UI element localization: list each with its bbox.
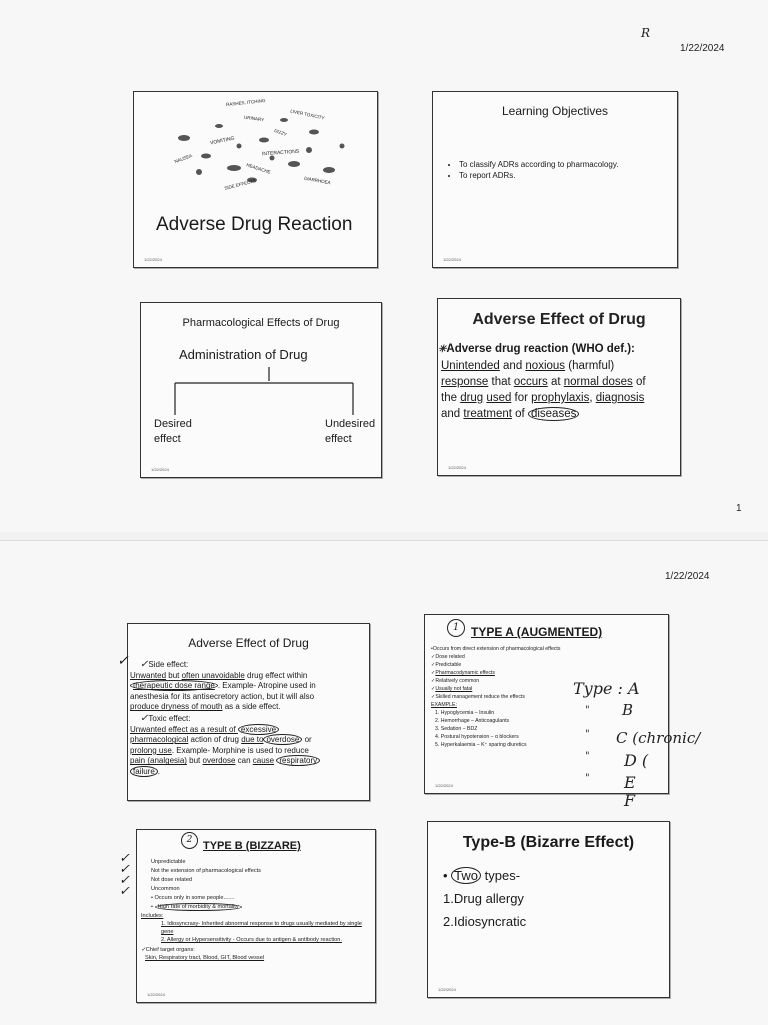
toxic-effect-label [130,714,368,725]
target-organs-list: Skin, Respiratory tract, Blood, GIT, Blood vessel [145,955,265,961]
node-line: effect [325,433,352,445]
list-item: Uncommon [151,886,180,892]
slide-title-text: Adverse Drug Reaction [156,214,353,235]
circled-text: therapeutic dose range [130,680,218,691]
side-effect-label [130,660,368,671]
list-item: ✓Usually not fatal [431,686,473,692]
text-run: action of drug [188,735,242,745]
text-run: drug effect within [244,670,308,680]
text-run: , [589,392,596,404]
item-text: Pharmacodynamic effects [435,670,495,676]
text-run: diagnosis [595,392,645,404]
slide-pharmacological-effects [140,302,382,478]
text-run: and [499,360,526,372]
list-item: Unpredictable [151,859,186,865]
circled-text: diseases [528,407,579,421]
slide-date: 1/22/2024 [443,257,461,262]
slide-heading: Learning Objectives [501,104,609,118]
item-text: Occurs from direct extension of pharmacological effects [432,646,561,652]
definition-line [437,406,678,422]
list-item: • To report ADRs. [459,171,618,180]
text-run: . [157,766,161,776]
includes-label: Includes: [141,913,164,919]
handwritten-note: E [624,773,636,792]
list-item: 2.Idiosyncratic [443,914,527,929]
handwritten-note: D ( [624,751,649,770]
text-run: pain (analgesia) [130,756,187,766]
definition-line [437,374,678,390]
effects-tree-connector [141,303,381,477]
slide-side-toxic-effects [127,623,370,801]
bizarre-types [443,864,526,933]
circled-text: Two [451,867,481,884]
circled-text: respiratory [276,755,320,766]
text-run: prophylaxis [531,392,590,404]
text-run: noxious [525,360,566,372]
list-item: Not dose related [151,877,193,883]
toxic-effect-body [130,725,368,778]
text-run: of [511,408,528,420]
collage-word: DIARRHOEA [303,175,331,186]
handwritten-ditto: " [585,751,590,762]
desired-effect-node [154,417,192,447]
text-run: response [441,376,489,388]
collage-word: RASHES, ITCHING [225,97,266,108]
slide-learning-objectives [432,91,678,268]
target-organs-label [141,946,371,954]
node-line: Desired [154,418,192,430]
slide-title [133,91,378,268]
slide-heading: Adverse Effect of Drug [188,636,309,650]
types-lead: • Two types- [443,868,521,883]
slide-date: 1/22/2024 [144,257,162,262]
label-text: Chief target organs: [145,947,195,953]
text-run: drug [460,392,484,404]
list-item: ✓Pharmacodynamic effects [431,670,495,676]
text-run: Unintended [441,360,500,372]
collage-word: SIDE EFFECTS [223,178,257,191]
list-item: ✓Dose related [431,654,465,660]
text-run: for [511,392,532,404]
word-cloud-collage [164,98,354,196]
list-item: 4. Postural hypotension – α blockers [435,734,519,740]
list-item: 1.Drug allergy [443,891,524,906]
text-run: treatment [463,408,512,420]
handwritten-star-icon: ✳ [438,344,447,355]
handwritten-note: C (chronic/ [616,729,701,747]
circled-text: High rate of morbidity & mortality [155,903,242,911]
type-a-features [431,645,581,749]
circled-text: overdose [263,734,302,745]
list-item: 2. Hemorrhage – Anticoagulants [435,718,510,724]
list-item: ✓Relatively common [431,678,480,684]
text-run: and [441,408,464,420]
slide-date: 1/22/2024 [438,987,456,992]
text-run: normal doses [563,376,633,388]
effects-text [130,660,368,778]
slide-heading: Adverse Effect of Drug [472,311,646,328]
text-run: (harmful) [565,360,615,372]
text-run: the [441,392,461,404]
collage-word: DIZZY [273,127,288,138]
text-run: produce dryness of mouth [130,702,223,712]
item-text: Drug allergy [453,891,524,906]
item-text: Predictable [435,662,462,668]
handwritten-number-circle: 2 [181,832,198,849]
side-effect-body [130,671,368,713]
slide-adverse-effect-who [437,298,681,476]
handwritten-ditto: " [585,773,590,784]
text-run: overdose [202,756,236,766]
type-b-includes [141,912,371,962]
slide-date: 1/22/2024 [435,783,453,788]
text-run: of [632,376,646,388]
handwritten-ditto: " [585,729,590,740]
handwritten-note: F [624,791,636,810]
collage-word: HEADACHE [245,162,272,175]
objectives-list [445,158,618,182]
collage-word: INTERACTIONS [261,148,300,158]
node-line: effect [154,433,181,445]
undesired-effect-node [325,417,375,447]
node-line: Undesired [325,418,376,430]
page-date: 1/22/2024 [665,571,710,582]
handwritten-check-marks: ✓ ✓ ✓ ✓ [119,851,130,899]
list-item: ✓Predictable [431,662,462,668]
who-definition [437,341,678,422]
definition-line [437,390,678,406]
slide-date: 1/22/2024 [151,467,169,472]
circled-text: failure [130,766,158,777]
root-node: Administration of Drug [179,347,308,362]
include-item: 2. Allergy or Hypersensitivity - Occurs due to antigen & antibody reaction. [161,937,342,943]
list-item: 1. Hypoglycemia – Insulin [435,710,495,716]
type-b-features [151,858,371,912]
lead-text: Adverse drug reaction (WHO def.): [446,343,635,355]
text-run: but [166,670,182,680]
list-item: • Occurs only in some people....... [151,895,235,901]
collage-word: LIVER TOXICITY [289,108,325,121]
item-text: Usually not fatal [435,686,473,692]
text-run: at [547,376,564,388]
slide-type-b-bizarre [427,821,670,998]
handwritten-check-icon: ✓ [140,712,149,724]
list-item: Not the extension of pharmacological effects [151,868,261,874]
text-run: cause [252,756,275,766]
text-run: can [235,756,253,766]
list-item: •Occurs from direct extension of pharmacological effects [431,646,561,652]
slide-date: 1/22/2024 [448,465,466,470]
text-run: used [486,392,512,404]
text-run: that [488,376,514,388]
slide-heading: TYPE A (AUGMENTED) [471,625,603,639]
collage-word: NAUSEA [173,152,193,165]
text-run: pharmacological [130,735,189,745]
text-run: but [186,756,203,766]
handwritten-check-icon: ✓ [141,947,146,953]
text-run: anesthesia for its antisecretory action, but it will also [130,691,315,701]
list-item: • High rate of morbidity & mortality [151,903,371,912]
circled-text: excessive [238,724,279,735]
handwritten-number-circle: 1 [447,619,465,637]
handwritten-note: B [622,701,634,719]
item-text: Relatively common [435,678,480,684]
handwritten-ditto: " [585,705,590,716]
definition-line [437,358,678,374]
slide-heading: TYPE B (BIZZARE) [203,840,301,852]
text-run: Unwanted [130,670,167,680]
page-number: 1 [736,503,742,514]
slide-date: 1/22/2024 [147,992,165,997]
slide-type-b [136,829,376,1003]
definition-lead [437,341,678,358]
text-run: due to [241,735,264,745]
handwritten-check-icon: ✓ [117,653,129,669]
item-text: Idiosyncratic [453,914,527,929]
list-item: ✓Skilled management reduce the effects [431,694,525,700]
item-text: Skilled management reduce the effects [435,694,525,700]
handwritten-note: Type : A [573,679,640,698]
text-run: or [302,735,312,745]
text-run: often unavoidable [181,670,245,680]
slide-heading: Type-B (Bizarre Effect) [462,834,635,851]
page-date: 1/22/2024 [680,43,725,54]
collage-word: URINARY [243,114,265,123]
text-run: as a side effect. [222,702,281,712]
text-run: prolong use [130,745,172,755]
list-item: 5. Hyperkalaemia – K⁺ sparing diuretics [435,742,527,748]
text-run: occurs [513,376,548,388]
text-run: types- [481,868,521,883]
handwritten-initial: R [641,26,651,40]
include-item: 1. Idiosyncrasy- Inherited abnormal response to drugs usually mediated by single gene [161,921,362,935]
label-text: Toxic effect: [148,713,191,723]
example-label: EXAMPLE: [431,702,457,708]
list-item: 3. Sedation – BDZ [435,726,478,732]
text-run: Unwanted effect as a result of [130,724,238,734]
list-item: • To classify ADRs according to pharmacology. [459,160,618,169]
slide-heading: Pharmacological Effects of Drug [182,317,340,329]
item-text: Occurs only in some people....... [154,895,235,901]
handwritten-check-icon: ✓ [140,659,149,670]
text-run: . Example- Morphine is used to reduce [171,745,309,755]
item-text: Dose related [435,654,465,660]
label-text: Side effect: [148,660,189,669]
collage-word: VOMITING [209,135,236,147]
text-run: . Example- Atropine used in [217,681,316,691]
handout-page-2 [0,540,768,1025]
